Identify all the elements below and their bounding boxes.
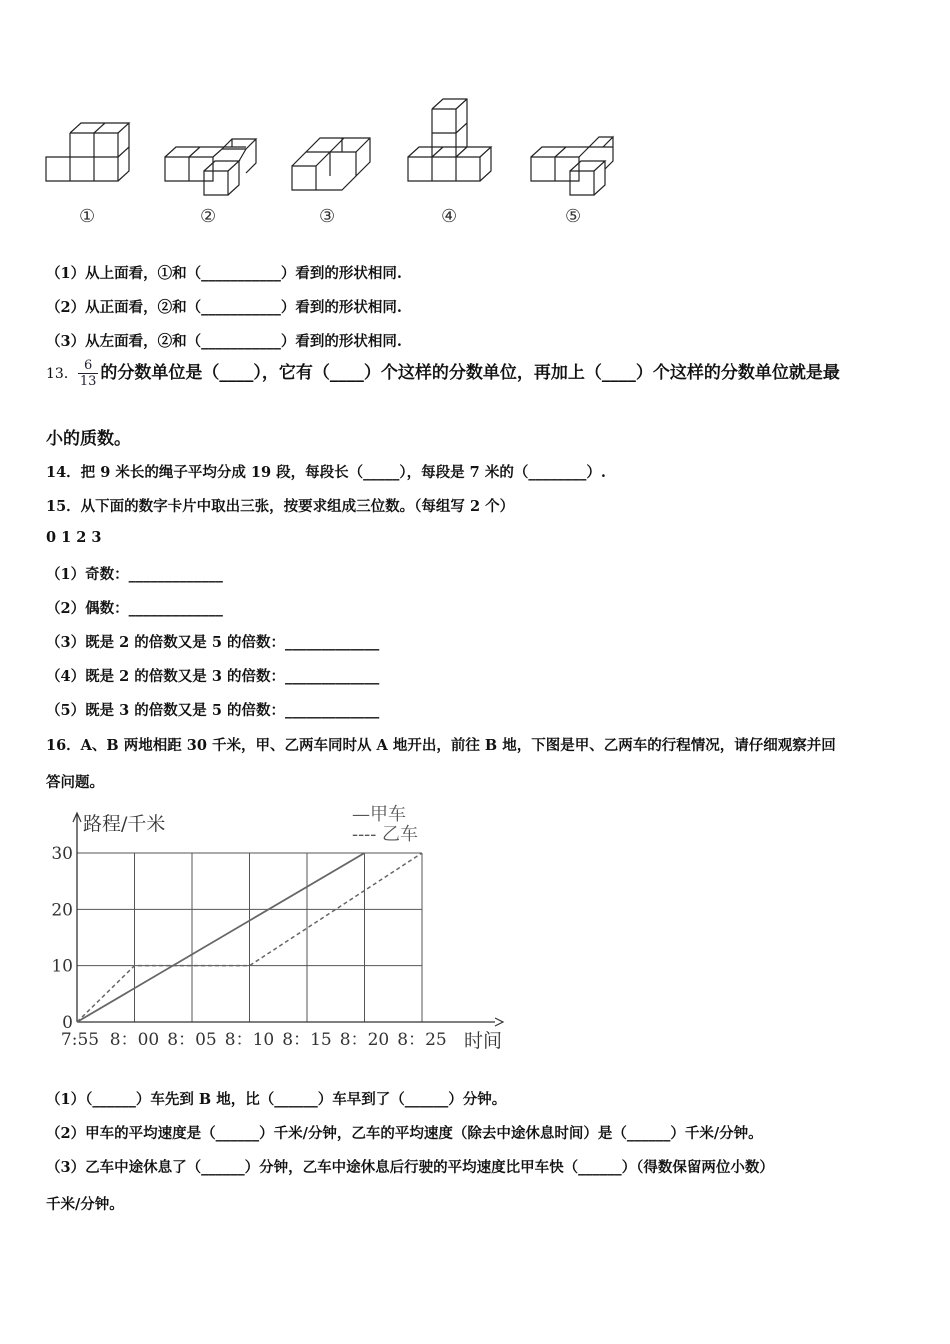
q13-text: 的分数单位是（____），它有（____）个这样的分数单位，再加上（____）个这样的分数单位就是最 bbox=[100, 363, 840, 383]
y-tick-label-0: 0 bbox=[62, 1013, 73, 1033]
figure-label-3: ③ bbox=[319, 206, 336, 227]
x-tick-label-1: 8：00 bbox=[109, 1030, 160, 1050]
cube-figure-4 bbox=[408, 99, 491, 181]
y-tick-label-1: 10 bbox=[51, 956, 73, 977]
q12-part-2: （2）从正面看，②和（___________）看到的形状相同. bbox=[46, 299, 402, 316]
q13-text-continued: 小的质数。 bbox=[46, 429, 131, 449]
q13-line bbox=[46, 358, 840, 389]
q16-part-2: （2）甲车的平均速度是（______）千米/分钟，乙车的平均速度（除去中途休息时间）是（______）千米/分钟。 bbox=[46, 1125, 763, 1142]
x-tick-label-5: 8：20 bbox=[339, 1030, 390, 1050]
figure-label-2: ② bbox=[200, 206, 217, 227]
q16-part-3: （3）乙车中途休息了（______）分钟，乙车中途休息后行驶的平均速度比甲车快（______）（得数保留两位小数） bbox=[46, 1159, 774, 1176]
q12-part-3: （3）从左面看，②和（___________）看到的形状相同. bbox=[46, 333, 402, 350]
q16-part-4: 千米/分钟。 bbox=[46, 1196, 124, 1213]
travel-chart bbox=[40, 800, 520, 1060]
q16-title-continued: 答问题。 bbox=[46, 774, 104, 791]
figure-label-5: ⑤ bbox=[565, 206, 582, 227]
y-tick-label-3: 30 bbox=[51, 844, 73, 864]
legend-entry-1: ---- 乙车 bbox=[352, 824, 419, 845]
figure-label-1: ① bbox=[79, 206, 96, 227]
y-tick-label-2: 20 bbox=[51, 900, 73, 921]
q13-fraction bbox=[78, 358, 99, 389]
q16-title: 16．A、B 两地相距 30 千米，甲、乙两车同时从 A 地开出，前往 B 地，下图是甲、乙两车的行程情况，请仔细观察并回 bbox=[46, 737, 836, 754]
x-tick-label-4: 8：15 bbox=[282, 1030, 332, 1050]
cube-figure-1 bbox=[46, 123, 129, 181]
q13-fraction-denominator: 13 bbox=[79, 374, 97, 389]
q15-part-4: （4）既是 2 的倍数又是 3 的倍数：_____________ bbox=[46, 668, 380, 685]
legend-entry-0: —甲车 bbox=[352, 804, 406, 825]
q13-fraction-numerator: 6 bbox=[78, 358, 99, 374]
x-axis-arrow bbox=[495, 1018, 503, 1026]
q15-part-1: （1）奇数：_____________ bbox=[46, 566, 223, 583]
q16-part-1: （1）（______）车先到 B 地，比（______）车早到了（______）分钟。 bbox=[46, 1091, 507, 1108]
series-line-jia bbox=[77, 853, 365, 1022]
q14-text: 14．把 9 米长的绳子平均分成 19 段，每段长（_____），每段是 7 米的（________）. bbox=[46, 464, 606, 481]
x-tick-label-6: 8：25 bbox=[397, 1030, 447, 1050]
cube-figures bbox=[0, 90, 950, 290]
figure-label-4: ④ bbox=[441, 206, 458, 227]
q13-number: 13． bbox=[46, 366, 78, 382]
q15-part-2: （2）偶数：_____________ bbox=[46, 600, 223, 617]
q15-digits: 0 1 2 3 bbox=[46, 529, 102, 546]
q12-part-1: （1）从上面看，①和（___________）看到的形状相同. bbox=[46, 265, 402, 282]
q15-part-3: （3）既是 2 的倍数又是 5 的倍数：_____________ bbox=[46, 634, 380, 651]
x-tick-label-2: 8：05 bbox=[167, 1030, 217, 1050]
q15-title: 15．从下面的数字卡片中取出三张，按要求组成三位数。（每组写 2 个） bbox=[46, 498, 515, 515]
x-axis-label: 时间 bbox=[464, 1030, 503, 1052]
cube-figure-5 bbox=[531, 137, 613, 195]
cube-figure-2 bbox=[165, 139, 256, 195]
x-tick-label-0: 7:55 bbox=[60, 1030, 100, 1050]
cube-figure-3 bbox=[292, 138, 370, 190]
q15-part-5: （5）既是 3 的倍数又是 5 的倍数：_____________ bbox=[46, 702, 380, 719]
x-tick-label-3: 8：10 bbox=[224, 1030, 275, 1050]
y-axis-label: 路程/千米 bbox=[83, 813, 166, 835]
